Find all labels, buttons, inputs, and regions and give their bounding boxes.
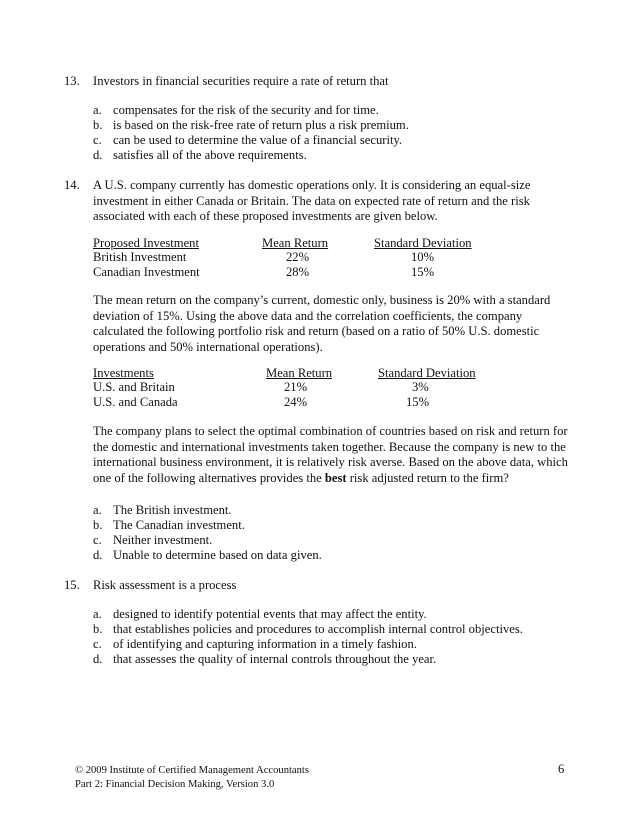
table-cell: British Investment [93,250,187,264]
table-cell: 24% [284,395,308,409]
question-stem: A U.S. company currently has domestic operations only. It is considering an equal-size investment in either Canada or Britain. The data on expected rate of return and the risk associated with each of these proposed investments are given below. [93,178,531,224]
table-cell: 28% [286,265,310,279]
option-d: d. Unable to determine based on data given. [93,548,322,562]
table-cell: U.S. and Canada [93,395,178,409]
option-b: b. is based on the risk-free rate of return plus a risk premium. [93,118,409,132]
question-number: 13. [64,74,80,88]
table-header: Standard Deviation [378,366,476,380]
table-header: Mean Return [266,366,333,380]
table-cell: 22% [286,250,310,264]
course-part-text: Part 2: Financial Decision Making, Version 3.0 [75,779,275,790]
table-header: Investments [93,366,154,380]
table-header: Standard Deviation [374,236,472,250]
copyright-text: © 2009 Institute of Certified Management Accountants [75,765,309,776]
option-d: d. that assesses the quality of internal controls throughout the year. [93,652,437,666]
paragraph: The company plans to select the optimal combination of countries based on risk and return for the domestic and international investments taken together. Because the company is new to the international business environment, it is relatively risk averse. Based on the above data, which one of the following alternatives provides the best risk adjusted return to the firm? [93,424,568,485]
option-a: a. compensates for the risk of the security and for time. [93,103,379,117]
emphasis-best: best [324,470,347,485]
paragraph: The mean return on the company’s current, domestic only, business is 20% with a standard deviation of 15%. Using the above data and the correlation coefficients, the company calculated the following portfolio risk and return (based on a ratio of 50% U.S. domestic operations and 50% international operations). [93,293,551,354]
question-stem: Investors in financial securities require a rate of return that [93,74,389,88]
option-b: b. The Canadian investment. [93,518,245,532]
table-header: Proposed Investment [93,236,199,250]
page-number: 6 [558,762,565,776]
question-number: 14. [64,178,80,192]
table-cell: 15% [406,395,430,409]
table-cell: 15% [411,265,435,279]
option-d: d. satisfies all of the above requirements. [93,148,307,162]
option-c: c. of identifying and capturing information in a timely fashion. [93,637,417,651]
table-header: Mean Return [262,236,329,250]
option-c: c. can be used to determine the value of a financial security. [93,133,403,147]
table-cell: Canadian Investment [93,265,200,279]
option-c: c. Neither investment. [93,533,213,547]
table-cell: 10% [411,250,435,264]
question-number: 15. [64,578,80,592]
table-cell: 3% [412,380,429,394]
question-stem: Risk assessment is a process [93,578,237,592]
option-a: a. The British investment. [93,503,232,517]
table-cell: 21% [284,380,308,394]
table-cell: U.S. and Britain [93,380,175,394]
option-a: a. designed to identify potential events that may affect the entity. [93,607,427,621]
option-b: b. that establishes policies and procedures to accomplish internal control objectives. [93,622,523,636]
